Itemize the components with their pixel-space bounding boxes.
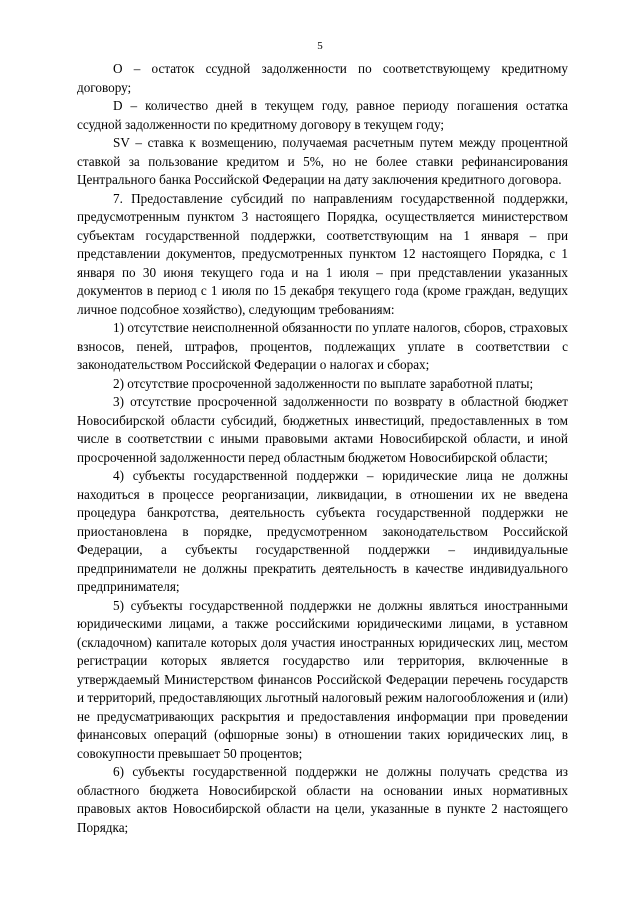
paragraph-o-definition: O – остаток ссудной задолженности по соответствующему кредитному договору; (77, 61, 568, 95)
paragraph-requirement-5: 5) субъекты государственной поддержки не должны являться иностранными юридическими лицами, а также российскими юридическими лицами, в уставном (складочном) капитале которых доля участия иностранных юридических лиц, местом регистрации которых является государство или территория, включенные в утверждаемый Министерством финансов Российской Федерации перечень государств и территорий, предоставляющих льготный налоговый режим налогообложения и (или) не предусматривающих раскрытия и предоставления информации при проведении финансовых операций (офшорные зоны) в отношении таких юридических лиц, в совокупности превышает 50 процентов; (77, 597, 568, 761)
document-body (77, 60, 568, 837)
paragraph-sv-definition: SV – ставка к возмещению, получаемая расчетным путем между процентной ставкой за пользование кредитом и 5%, но не более ставки рефинансирования Центрального банка Российской Федерации на дату заключения кредитного договора. (77, 135, 568, 187)
paragraph-item-7: 7. Предоставление субсидий по направлениям государственной поддержки, предусмотренным пунктом 3 настоящего Порядка, осуществляется министерством субъектам государственной поддержки, соответствующим на 1 января – при представлении документов, предусмотренных пунктом 12 настоящего Порядка, с 1 января по 30 июня текущего года и на 1 июля – при представлении указанных документов в период с 1 июля по 15 декабря текущего года (кроме граждан, ведущих личное подсобное хозяйство), следующим требованиям: (77, 190, 568, 317)
paragraph-requirement-1: 1) отсутствие неисполненной обязанности по уплате налогов, сборов, страховых взносов, пеней, штрафов, процентов, подлежащих уплате в соответствии с законодательством Российской Федерации о налогах и сборах; (77, 320, 568, 372)
paragraph-requirement-4: 4) субъекты государственной поддержки – юридические лица не должны находиться в процессе реорганизации, ликвидации, в отношении их не введена процедура банкротства, деятельность субъекта государственной поддержки не приостановлена в порядке, предусмотренном законодательством Российской Федерации, а субъекты государственной поддержки – индивидуальные предприниматели не должны прекратить деятельность в качестве индивидуального предпринимателя; (77, 468, 568, 594)
paragraph-requirement-6: 6) субъекты государственной поддержки не должны получать средства из областного бюджета Новосибирской области на основании иных нормативных правовых актов Новосибирской области на цели, указанные в пункте 2 настоящего Порядка; (77, 764, 568, 835)
paragraph-requirement-3: 3) отсутствие просроченной задолженности по возврату в областной бюджет Новосибирской области субсидий, бюджетных инвестиций, предоставленных в том числе в соответствии с иными правовыми актами Новосибирской области, и иной просроченной задолженности перед областным бюджетом Новосибирской области; (77, 394, 568, 465)
page-number: 5 (317, 40, 323, 52)
paragraph-requirement-2: 2) отсутствие просроченной задолженности по выплате заработной платы; (113, 375, 534, 391)
paragraph-d-definition: D – количество дней в текущем году, равное периоду погашения остатка ссудной задолженности по кредитному договору в текущем году; (77, 98, 568, 132)
